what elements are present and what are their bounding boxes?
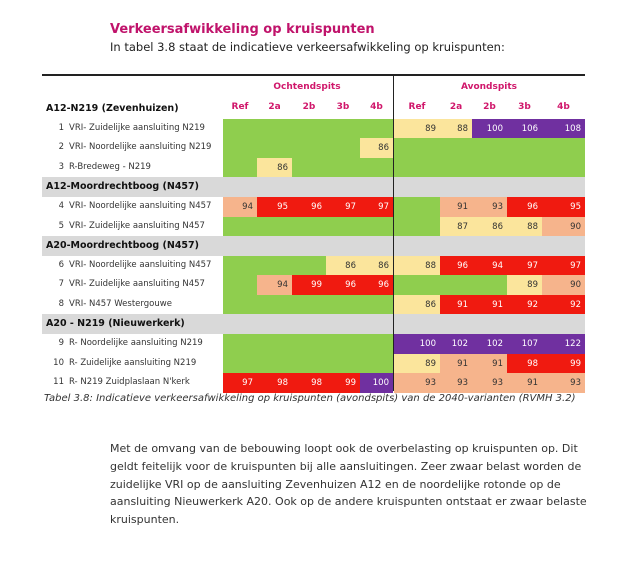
table-cell	[257, 119, 292, 139]
table-cell	[507, 354, 542, 374]
table-cell	[326, 138, 360, 158]
table-cell	[360, 158, 393, 178]
table-cell	[326, 119, 360, 139]
group-label: A20 - N219 (Nieuwerkerk)	[46, 318, 185, 330]
table-cell	[394, 119, 440, 139]
table-cell	[326, 354, 360, 374]
table-cell	[394, 334, 440, 354]
cell-value: 91	[457, 299, 468, 310]
cell-value: 106	[521, 124, 538, 134]
table-cell	[394, 354, 440, 374]
table-cell	[472, 256, 507, 276]
table-cell	[257, 158, 292, 178]
cell-value: 96	[457, 261, 468, 271]
intro-text: In tabel 3.8 staat de indicatieve verkeersafwikkeling op kruispunten:	[110, 40, 505, 54]
table-cell	[257, 197, 292, 217]
divider-line	[393, 76, 394, 391]
table-cell	[472, 158, 507, 178]
table-cell	[507, 217, 542, 237]
table-cell	[440, 217, 472, 237]
row-number: 9	[58, 338, 64, 349]
table-cell	[257, 373, 292, 393]
cell-value: 93	[425, 378, 436, 388]
cell-value: 98	[277, 378, 288, 388]
body-paragraph	[110, 440, 587, 529]
table-cell	[223, 295, 257, 315]
table-cell	[507, 334, 542, 354]
cell-value: 97	[242, 378, 253, 388]
table-cell	[542, 158, 585, 178]
column-header: 4b	[370, 102, 383, 112]
table-cell	[394, 275, 440, 295]
table-cell	[440, 295, 472, 315]
column-header: 3b	[336, 102, 350, 112]
row-label	[52, 377, 190, 387]
table-cell	[542, 197, 585, 217]
table-cell	[360, 295, 393, 315]
row-number: 3	[58, 161, 64, 172]
cell-value: 86	[492, 221, 503, 232]
cell-value: 93	[492, 378, 503, 388]
cell-value: 90	[570, 221, 581, 232]
row-name: R- Zuidelijke aansluiting N219	[69, 357, 197, 368]
table-cell	[326, 275, 360, 295]
cell-value: 91	[457, 202, 468, 213]
table-cell	[542, 138, 585, 158]
table-cell	[257, 256, 292, 276]
column-header: 2a	[268, 102, 281, 112]
table-cell	[542, 295, 585, 315]
cell-value: 92	[570, 299, 581, 310]
cell-value: 94	[277, 280, 288, 291]
table-cell	[542, 334, 585, 354]
row-label	[52, 162, 151, 172]
table-cell	[257, 275, 292, 295]
table-cell	[360, 197, 393, 217]
cell-value: 89	[425, 124, 436, 134]
row-label	[52, 338, 203, 348]
cell-value: 91	[527, 378, 538, 388]
cell-value: 99	[311, 280, 322, 291]
paragraph-line: kruispunten.	[110, 513, 180, 527]
row-label	[52, 201, 211, 211]
table-cell	[360, 275, 393, 295]
cell-value: 108	[564, 124, 581, 134]
row-number: 7	[58, 279, 64, 290]
column-header: Ref	[408, 102, 426, 112]
section-title: Verkeersafwikkeling op kruispunten	[110, 22, 375, 37]
table-cell	[542, 256, 585, 276]
cell-value: 98	[311, 378, 322, 388]
table-cell	[223, 275, 257, 295]
row-label	[52, 279, 205, 289]
row-name: VRI- Zuidelijke aansluiting N219	[69, 123, 205, 133]
table-cell	[223, 373, 257, 393]
table-cell	[440, 138, 472, 158]
table-cell	[394, 373, 440, 393]
table-cell	[440, 373, 472, 393]
cell-value: 86	[378, 261, 389, 271]
paragraph-line: geldt feitelijk voor de kruispunten bij alle aansluitingen. Zeer zwaar belast worden de	[110, 459, 582, 473]
table-cell	[542, 119, 585, 139]
row-number: 5	[58, 220, 64, 231]
table-cell	[394, 295, 440, 315]
column-header: 3b	[518, 102, 531, 112]
cell-value: 88	[527, 221, 538, 232]
table-cell	[223, 119, 257, 139]
row-number: 8	[58, 298, 64, 309]
row-name: R- Noordelijke aansluiting N219	[69, 338, 203, 349]
cell-value: 100	[486, 124, 503, 134]
cell-value: 97	[345, 202, 356, 213]
table-cell	[292, 197, 326, 217]
table-cell	[507, 138, 542, 158]
table-cell	[326, 197, 360, 217]
intersection-table	[42, 74, 585, 391]
row-name: R- N219 Zuidplaslaan N'kerk	[69, 377, 190, 387]
table-cell	[472, 354, 507, 374]
paragraph-line: Met de omvang van de bebouwing loopt ook de overbelasting op kruispunten op. Dit	[110, 442, 578, 455]
paragraph-line: zuidelijke VRI op de aansluiting Zevenhuizen A12 en de noordelijke rotonde op de	[110, 477, 561, 491]
cell-value: 100	[419, 339, 436, 350]
column-header: 4b	[557, 102, 570, 112]
cell-value: 94	[242, 202, 253, 213]
table-cell	[507, 197, 542, 217]
table-cell	[223, 256, 257, 276]
cell-value: 86	[378, 143, 389, 154]
table-cell	[360, 119, 393, 139]
table-cell	[440, 256, 472, 276]
table-cell	[360, 217, 393, 237]
table-cell	[394, 158, 440, 178]
cell-value: 95	[570, 202, 581, 213]
cell-value: 102	[486, 339, 503, 350]
table-cell	[326, 256, 360, 276]
table-cell	[440, 334, 472, 354]
cell-value: 86	[425, 299, 436, 310]
table-cell	[440, 354, 472, 374]
group-label: A12-Moordrechtboog (N457)	[46, 181, 199, 193]
cell-value: 97	[570, 261, 581, 271]
table-cell	[292, 373, 326, 393]
row-number: 2	[58, 142, 64, 153]
table-cell	[472, 119, 507, 139]
cell-value: 96	[345, 280, 356, 291]
table-cell	[326, 217, 360, 237]
table-cell	[360, 354, 393, 374]
table-cell	[257, 354, 292, 374]
table-cell	[507, 295, 542, 315]
cell-value: 89	[425, 358, 436, 369]
cell-value: 122	[564, 339, 581, 350]
column-header: 2b	[302, 102, 316, 112]
table-cell	[440, 275, 472, 295]
table-cell	[223, 158, 257, 178]
cell-value: 102	[451, 339, 468, 350]
table-cell	[292, 334, 326, 354]
table-cell	[292, 158, 326, 178]
table-cell	[257, 138, 292, 158]
table-cell	[472, 295, 507, 315]
table-cell	[507, 373, 542, 393]
table-cell	[223, 197, 257, 217]
row-label	[52, 221, 205, 231]
table-top-border	[42, 74, 585, 76]
table-cell	[360, 256, 393, 276]
row-number: 6	[58, 260, 64, 270]
table-cell	[472, 373, 507, 393]
row-number: 4	[58, 201, 64, 212]
table-cell	[292, 217, 326, 237]
table-cell	[257, 334, 292, 354]
table-cell	[394, 256, 440, 276]
cell-value: 90	[570, 280, 581, 291]
row-name: VRI- Zuidelijke aansluiting N457	[69, 279, 205, 290]
table-cell	[507, 256, 542, 276]
table-cell	[292, 275, 326, 295]
table-cell	[223, 334, 257, 354]
row-name: VRI- Noordelijke aansluiting N219	[69, 142, 212, 153]
table-cell	[292, 138, 326, 158]
column-header: 2b	[483, 102, 496, 112]
column-header: Ref	[231, 102, 249, 112]
cell-value: 95	[277, 202, 288, 213]
paragraph-line: aansluiting Nieuwerkerk A20. Ook op de andere kruispunten ontstaat er zwaar belaste	[110, 495, 587, 509]
table-cell	[507, 275, 542, 295]
row-number: 10	[53, 357, 64, 368]
table-cell	[223, 138, 257, 158]
cell-value: 96	[311, 202, 322, 213]
row-label	[52, 123, 205, 133]
table-cell	[326, 334, 360, 354]
table-cell	[394, 197, 440, 217]
table-cell	[440, 158, 472, 178]
table-cell	[394, 138, 440, 158]
cell-value: 94	[492, 261, 503, 271]
table-cell	[257, 217, 292, 237]
cell-value: 96	[527, 202, 538, 213]
cell-value: 88	[457, 124, 468, 134]
cell-value: 99	[345, 378, 356, 388]
table-cell	[292, 295, 326, 315]
table-caption: Tabel 3.8: Indicatieve verkeersafwikkeling op kruispunten (avondspits) van de 2040-varianten (RVMH 3.2)	[44, 393, 576, 404]
row-name: VRI- N457 Westergouwe	[69, 298, 172, 309]
cell-value: 98	[527, 358, 538, 369]
cell-value: 97	[378, 202, 389, 213]
cell-value: 96	[378, 280, 389, 291]
table-cell	[542, 354, 585, 374]
row-name: VRI- Noordelijke aansluiting N457	[69, 260, 212, 270]
table-cell	[507, 119, 542, 139]
table-cell	[542, 217, 585, 237]
cell-value: 92	[527, 299, 538, 310]
table-cell	[360, 334, 393, 354]
table-cell	[472, 334, 507, 354]
cell-value: 93	[570, 378, 581, 388]
table-cell	[326, 373, 360, 393]
header-morning: Ochtendspits	[273, 82, 341, 92]
table-cell	[507, 158, 542, 178]
table-cell	[472, 217, 507, 237]
cell-value: 87	[457, 221, 468, 232]
cell-value: 91	[492, 299, 503, 310]
table-cell	[292, 256, 326, 276]
table-cell	[440, 119, 472, 139]
table-cell	[360, 373, 393, 393]
column-header: 2a	[449, 102, 463, 112]
cell-value: 86	[277, 162, 288, 173]
table-cell	[472, 197, 507, 217]
table-cell	[223, 354, 257, 374]
table-cell	[360, 138, 393, 158]
table-cell	[326, 158, 360, 178]
table-cell	[440, 197, 472, 217]
cell-value: 93	[492, 202, 503, 213]
cell-value: 86	[345, 261, 356, 271]
row-label	[52, 260, 211, 270]
table-cell	[292, 354, 326, 374]
row-number: 1	[58, 123, 64, 133]
cell-value: 91	[492, 358, 503, 369]
row-name: VRI- Noordelijke aansluiting N457	[69, 201, 212, 212]
table-cell	[472, 275, 507, 295]
row-label	[52, 142, 211, 152]
cell-value: 100	[372, 378, 389, 388]
table-cell	[257, 295, 292, 315]
table-cell	[223, 217, 257, 237]
table-cell	[394, 217, 440, 237]
cell-value: 91	[457, 358, 468, 369]
table-cell	[542, 373, 585, 393]
cell-value: 107	[521, 339, 538, 350]
cell-value: 89	[527, 280, 538, 291]
table-cell	[542, 275, 585, 295]
group-label: A12-N219 (Zevenhuizen)	[46, 103, 179, 114]
row-name: VRI- Zuidelijke aansluiting N457	[69, 220, 205, 231]
table-cell	[292, 119, 326, 139]
table-cell	[326, 295, 360, 315]
cell-value: 97	[527, 261, 538, 271]
row-label	[52, 358, 196, 368]
cell-value: 93	[457, 378, 468, 388]
table-cell	[472, 138, 507, 158]
row-number: 11	[53, 377, 64, 387]
group-label: A20-Moordrechtboog (N457)	[46, 240, 199, 251]
header-evening: Avondspits	[460, 82, 518, 92]
cell-value: 88	[425, 261, 436, 271]
cell-value: 99	[570, 358, 581, 369]
row-name: R-Bredeweg - N219	[69, 161, 151, 172]
row-label	[52, 299, 172, 309]
